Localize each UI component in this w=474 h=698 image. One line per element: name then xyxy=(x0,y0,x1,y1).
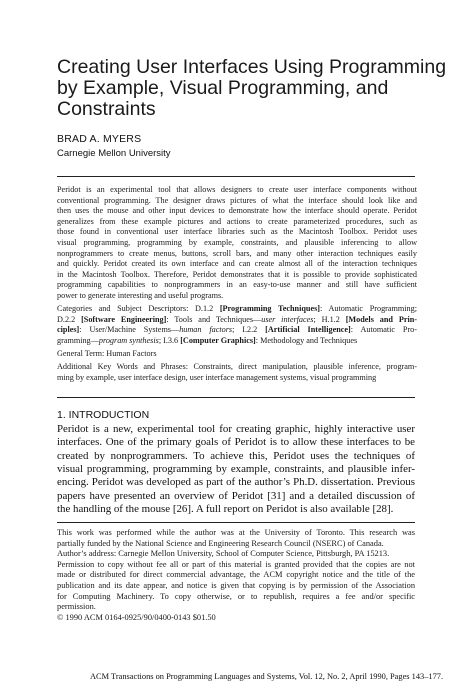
footnote-line: Permission to copy without fee all or part of this material is granted provided that the copies are not xyxy=(57,559,415,569)
abstract-line: visual programming, programming by example, constraints, and plausible inferencing to allow xyxy=(57,238,417,247)
footnote-line: permission. xyxy=(57,602,96,612)
abstract-top-rule xyxy=(57,176,415,177)
abstract-bottom-rule xyxy=(57,397,415,398)
author-name: BRAD A. MYERS xyxy=(57,133,142,145)
section-heading: 1. INTRODUCTION xyxy=(57,409,150,421)
cat-text: : Tools and Techniques— xyxy=(166,314,262,324)
footnote-line: Author’s address: Carnegie Mellon University, School of Computer Science, Pittsburgh, PA 15213. xyxy=(57,549,390,559)
abstract-line: nonprogrammers to create menus, buttons, scroll bars, and many other interaction techniques easily xyxy=(57,248,417,258)
cat-text: Categories and Subject Descriptors: D.1.2 xyxy=(57,304,220,313)
body-line: Peridot is a new, experimental tool for creating graphic, highly interactive user xyxy=(57,423,415,435)
footnote-line: publication and its date appear, and notice is given that copying is by permission of the Association xyxy=(57,581,415,590)
cat-term: [Artificial Intelligence] xyxy=(265,325,351,335)
cat-term: ciples] xyxy=(57,325,80,335)
footnote-rule xyxy=(57,522,415,523)
title-line-3: Constraints xyxy=(57,98,156,120)
body-line: papers have presented an overview of Peridot [31] and a detailed discussion of xyxy=(57,489,415,502)
body-line: encing. Peridot was developed as part of the author’s Ph.D. dissertation. Previous xyxy=(57,476,415,489)
abstract-line: generalizes from these example pictures and actions to create parameterized procedures, such as xyxy=(57,216,417,226)
cat-text: : User/Machine Systems— xyxy=(79,325,180,335)
abstract-line: programming capabilities to nonprogrammers in an easy-to-use manner and still have sufficient xyxy=(57,280,417,290)
cat-subterm: user interfaces xyxy=(261,314,314,324)
body-line: visual programming, programming by example, constraints, and plausible infer- xyxy=(57,462,415,475)
keywords-line-2: ming by example, user interface design, user interface management systems, visual programming xyxy=(57,372,377,382)
cat-text: : Methodology and Techniques xyxy=(255,335,358,345)
cat-subterm: program synthesis xyxy=(98,335,159,345)
cat-subterm: human factors xyxy=(179,325,233,335)
abstract-line: Peridot is an experimental tool that allows designers to create user interface components without xyxy=(57,185,417,194)
abstract-line: in the Macintosh Toolbox. Therefore, Peridot demonstrates that it is possible to provide sophisticated xyxy=(57,269,417,279)
cat-text: gramming— xyxy=(57,335,99,345)
categories-line-1 xyxy=(57,304,417,315)
title-line-2: by Example, Visual Programming, and xyxy=(57,77,389,99)
abstract-line: power to generate interesting and useful programs. xyxy=(57,291,224,300)
paper-title xyxy=(57,56,447,120)
footnote-line: made or distributed for direct commercial advantage, the ACM copyright notice and the title of the xyxy=(57,570,415,580)
cat-text: ; H.1.2 xyxy=(313,314,346,324)
footnote-line: for Computing Machinery. To copy otherwise, or to republish, requires a fee and/or specific xyxy=(57,591,415,601)
cat-term: [Programming Techniques] xyxy=(219,304,321,313)
title-line-1: Creating User Interfaces Using Programming xyxy=(57,56,447,78)
journal-citation: ACM Transactions on Programming Languages and Systems, Vol. 12, No. 2, April 1990, Pages 143–177. xyxy=(90,672,444,681)
cat-term: [Software Engineering] xyxy=(81,314,167,324)
cat-text: D.2.2 xyxy=(57,314,82,324)
abstract-line: and quickly. Peridot created its own interface and can create almost all of the interaction techniques xyxy=(57,259,417,269)
categories-line-3 xyxy=(57,325,417,336)
cat-text: : Automatic Programming; xyxy=(320,304,418,313)
footnote-line: This work was performed while the author was at the University of Toronto. This research was xyxy=(57,528,415,537)
cat-text: ; I.3.6 xyxy=(158,335,181,345)
footnote-line: partially funded by the National Science and Engineering Research Council (NSERC) of Canada. xyxy=(57,538,384,548)
cat-term: [Models and Prin- xyxy=(345,314,418,324)
copyright-line: © 1990 ACM 0164-0925/90/0400-0143 $01.50 xyxy=(57,612,216,622)
abstract-line: those found in conventional user interface libraries such as the Macintosh Toolbox. Peridot uses xyxy=(57,227,417,237)
cat-term: [Computer Graphics] xyxy=(180,335,256,345)
categories-line-2 xyxy=(57,315,417,326)
abstract-line: then uses the mouse and other input devices to demonstrate how the interface should operate. Peridot xyxy=(57,206,417,216)
cat-text: ; I.2.2 xyxy=(232,325,266,335)
keywords-line-1: Additional Key Words and Phrases: Constraints, direct manipulation, plausible inference, program- xyxy=(57,362,417,371)
cat-text: : Automatic Pro- xyxy=(350,325,417,335)
general-terms: General Term: Human Factors xyxy=(57,349,157,358)
categories-line-4 xyxy=(57,336,417,347)
body-line: the handling of the mouse [26]. A full report on Peridot is also available [28]. xyxy=(57,502,394,515)
abstract-line: conventional programming. The designer draws pictures of what the interface should look like and xyxy=(57,195,417,205)
body-line: interfaces. One of the primary goals of Peridot is to allow these interfaces to be xyxy=(57,436,415,449)
author-affiliation: Carnegie Mellon University xyxy=(57,148,171,159)
body-line: created by nonprogrammers. To achieve this, Peridot uses the techniques of xyxy=(57,449,415,462)
